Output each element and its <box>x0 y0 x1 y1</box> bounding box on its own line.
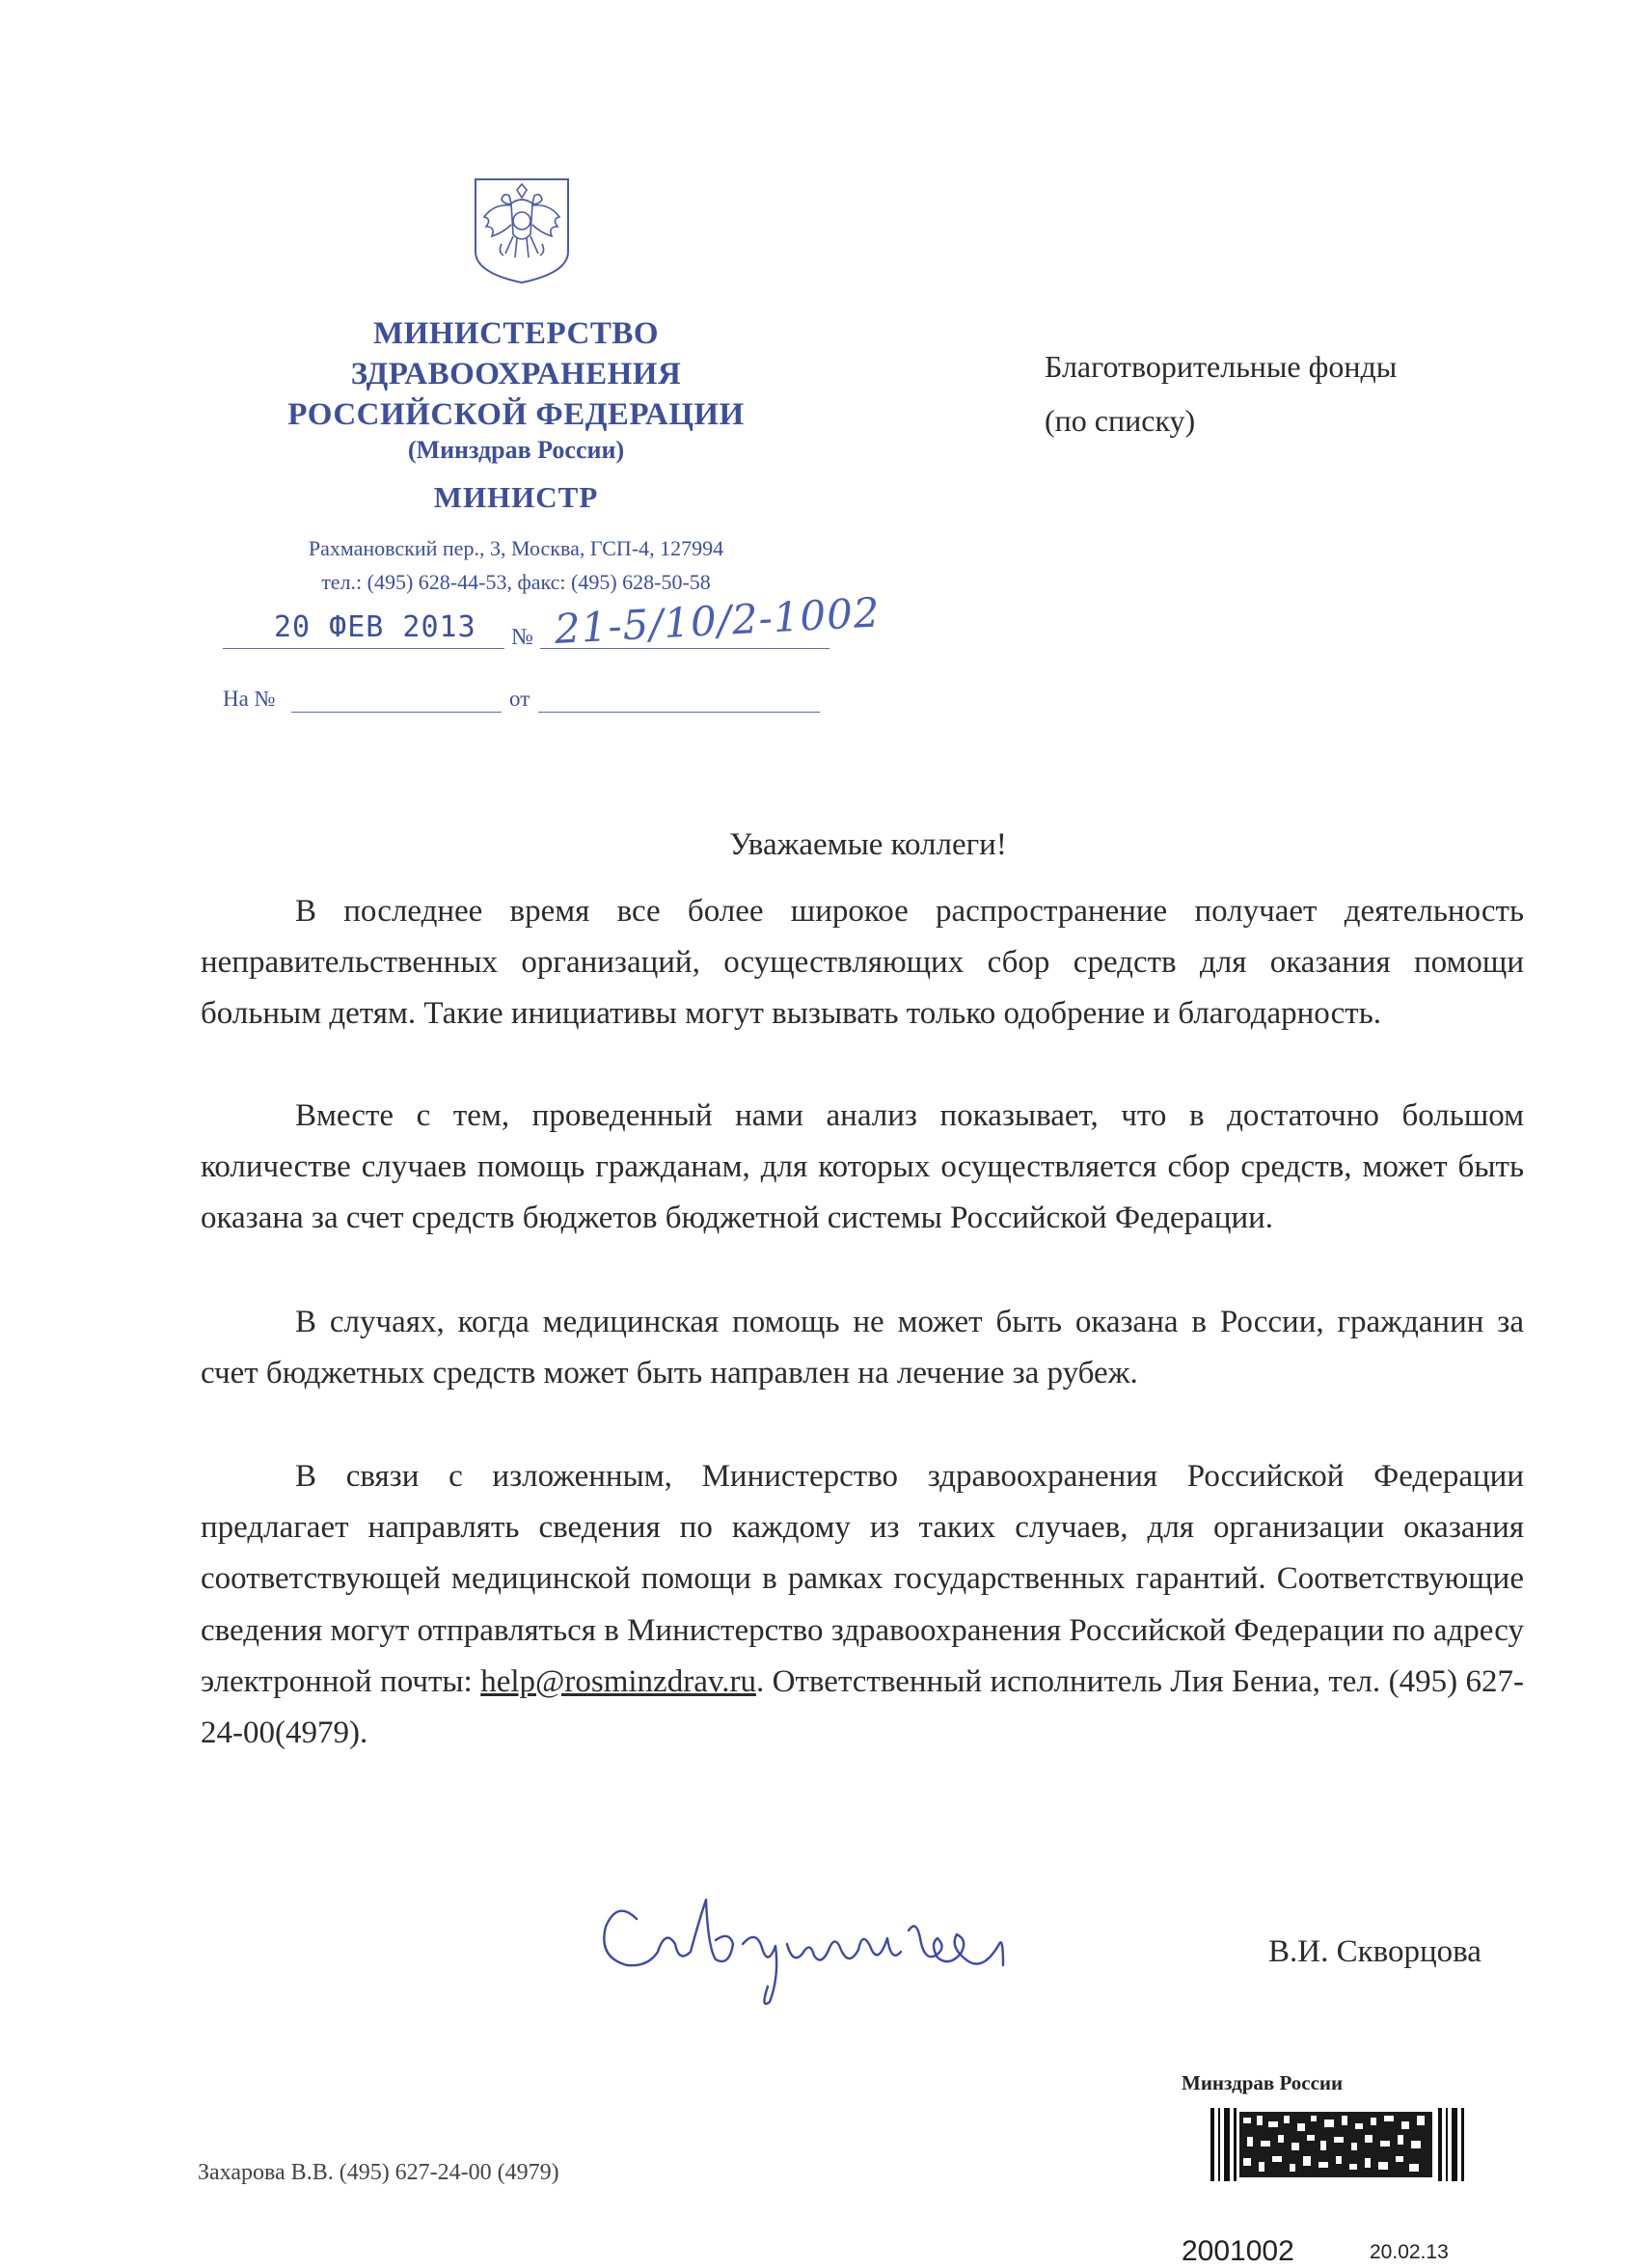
registration-number: 21-5/10/2-1002 <box>553 588 882 653</box>
number-sign: № <box>511 625 533 650</box>
ministry-address: Рахмановский пер., 3, Москва, ГСП-4, 127994 <box>308 536 724 560</box>
handwritten-signature <box>598 1880 1042 2015</box>
reference-date-line <box>538 712 820 713</box>
position-title: МИНИСТР <box>433 480 599 514</box>
date-stamp: 20 ФЕВ 2013 <box>274 610 476 644</box>
executor-contact: Захарова В.В. (495) 627-24-00 (4979) <box>198 2160 559 2185</box>
ministry-contacts: тел.: (495) 628-44-53, факс: (495) 628-50-58 <box>321 570 711 594</box>
paragraph-4-tail: . Ответственный исполнитель Лия Бениа, тел. (495) 627-24-00(4979). <box>201 1663 1525 1751</box>
letter-paragraph-3: В случаях, когда медицинская помощь не может быть оказана в России, гражданин за счет бюджетных средств может быть направлен на лечение за рубеж. <box>201 1305 1524 1391</box>
barcode-icon <box>1210 2108 1471 2181</box>
signer-name: В.И. Скворцова <box>1268 1934 1481 1969</box>
ministry-title-line1: МИНИСТЕРСТВО <box>372 316 660 351</box>
letter-paragraph-1: В последнее время все более широкое распространение получает деятельность неправительственных организаций, осуществляющих сбор средств для оказания помощи больным детям. Такие инициативы могут вызывать только одобрение и благодарность. <box>201 894 1524 1032</box>
contact-email-link[interactable]: help@rosminzdrav.ru <box>480 1663 756 1699</box>
letter-paragraph-4 <box>201 1451 1524 1759</box>
registry-stamp-title: Минздрав России <box>1182 2071 1344 2094</box>
registry-stamp-number: 2001002 <box>1182 2235 1294 2267</box>
ministry-title-line2: ЗДРАВООХРАНЕНИЯ <box>350 357 682 392</box>
letter-paragraph-2: Вместе с тем, проведенный нами анализ показывает, что в достаточно большом количестве случаев помощь гражданам, для которых осуществляется сбор средств, может быть оказана за счет средств бюджетов бюджетной системы Российской Федерации. <box>201 1098 1524 1236</box>
recipient-line2: (по списку) <box>1045 403 1196 438</box>
ministry-title-line3: РОССИЙСКОЙ ФЕДЕРАЦИИ <box>287 397 745 432</box>
recipient-line1: Благотворительные фонды <box>1045 349 1398 384</box>
number-underline <box>540 648 829 649</box>
reference-number-line <box>291 712 502 713</box>
letter-greeting: Уважаемые коллеги! <box>729 827 1007 862</box>
ministry-short-name: (Минздрав России) <box>407 436 625 464</box>
date-underline <box>223 648 504 649</box>
coat-of-arms-icon <box>473 176 571 284</box>
reference-date-label: от <box>509 687 530 711</box>
paragraph-4-text: В связи с изложенным, Министерство здравоохранения Российской Федерации предлагает направлять сведения по каждому из таких случаев, для организации оказания соответствующей медицинской помощи в рамках государственных гарантий. Соответствующие сведения могут отправляться в Министерство здравоохранения Российской Федерации по адресу электронной почты: <box>201 1459 1524 1699</box>
registry-stamp-date: 20.02.13 <box>1370 2241 1449 2263</box>
reference-number-label: На № <box>223 687 276 711</box>
